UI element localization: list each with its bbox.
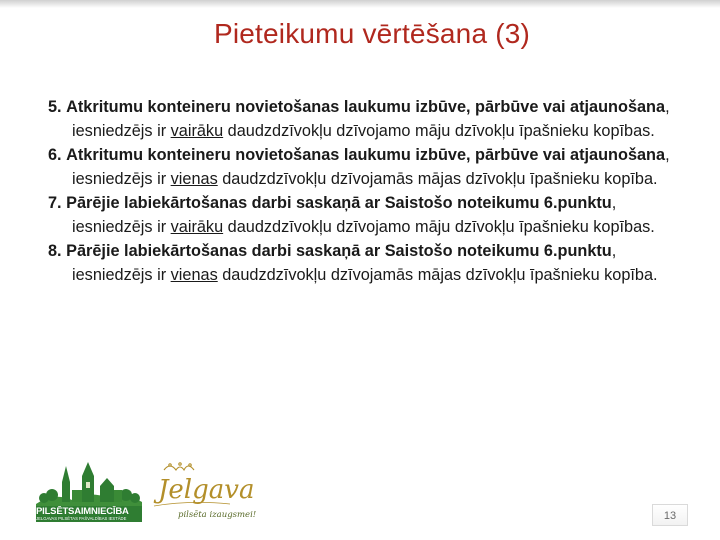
logo-subtitle: JELGAVAS PILSĒTAS PAŠVALDĪBAS IESTĀDE <box>36 516 127 521</box>
list-item <box>48 95 698 143</box>
item-text: , iesniedzējs ir <box>72 242 617 284</box>
list-item <box>48 143 698 191</box>
top-gradient-bar <box>0 0 720 8</box>
item-text: daudzdzīvokļu dzīvojamo māju dzīvokļu īpašnieku kopības. <box>223 122 655 140</box>
item-text: , iesniedzējs ir <box>72 98 670 140</box>
item-emphasis: vienas <box>170 266 218 284</box>
city-skyline-icon <box>36 462 142 508</box>
item-number: 5. <box>48 98 62 116</box>
slide-number: 13 <box>652 504 688 526</box>
logo-name: PILSĒTSAIMNIECĪBA <box>36 506 129 517</box>
item-number: 8. <box>48 242 62 260</box>
slide-title: Pieteikumu vērtēšana (3) <box>213 18 531 49</box>
list-item <box>48 191 698 239</box>
item-bold-text: Pārējie labiekārtošanas darbi saskaņā ar Saistošo noteikumu 6.punktu <box>66 242 612 260</box>
logo-name: Jelgava <box>158 475 255 505</box>
list-item <box>48 239 698 287</box>
logo-wordmark <box>36 506 142 521</box>
crown-icon <box>164 463 194 470</box>
criteria-list <box>48 95 698 287</box>
item-emphasis: vienas <box>170 170 218 188</box>
item-bold-text: Pārējie labiekārtošanas darbi saskaņā ar Saistošo noteikumu 6.punktu <box>66 194 612 212</box>
logo-slogan: pilsēta izaugsmei! <box>178 510 257 520</box>
item-bold-text: Atkritumu konteineru novietošanas laukumu izbūve, pārbūve vai atjaunošana <box>66 98 666 116</box>
item-text: , iesniedzējs ir <box>72 146 670 188</box>
jelgava-logo <box>150 462 270 524</box>
item-bold-text: Atkritumu konteineru novietošanas laukumu izbūve, pārbūve vai atjaunošana <box>66 146 666 164</box>
item-emphasis: vairāku <box>170 218 224 236</box>
item-number: 6. <box>48 146 62 164</box>
item-text: daudzdzīvokļu dzīvojamās mājas dzīvokļu īpašnieku kopība. <box>217 170 658 188</box>
item-emphasis: vairāku <box>170 122 224 140</box>
item-text: daudzdzīvokļu dzīvojamo māju dzīvokļu īpašnieku kopības. <box>223 218 655 236</box>
item-number: 7. <box>48 194 62 212</box>
item-text: daudzdzīvokļu dzīvojamās mājas dzīvokļu īpašnieku kopība. <box>217 266 658 284</box>
item-text: , iesniedzējs ir <box>72 194 617 236</box>
